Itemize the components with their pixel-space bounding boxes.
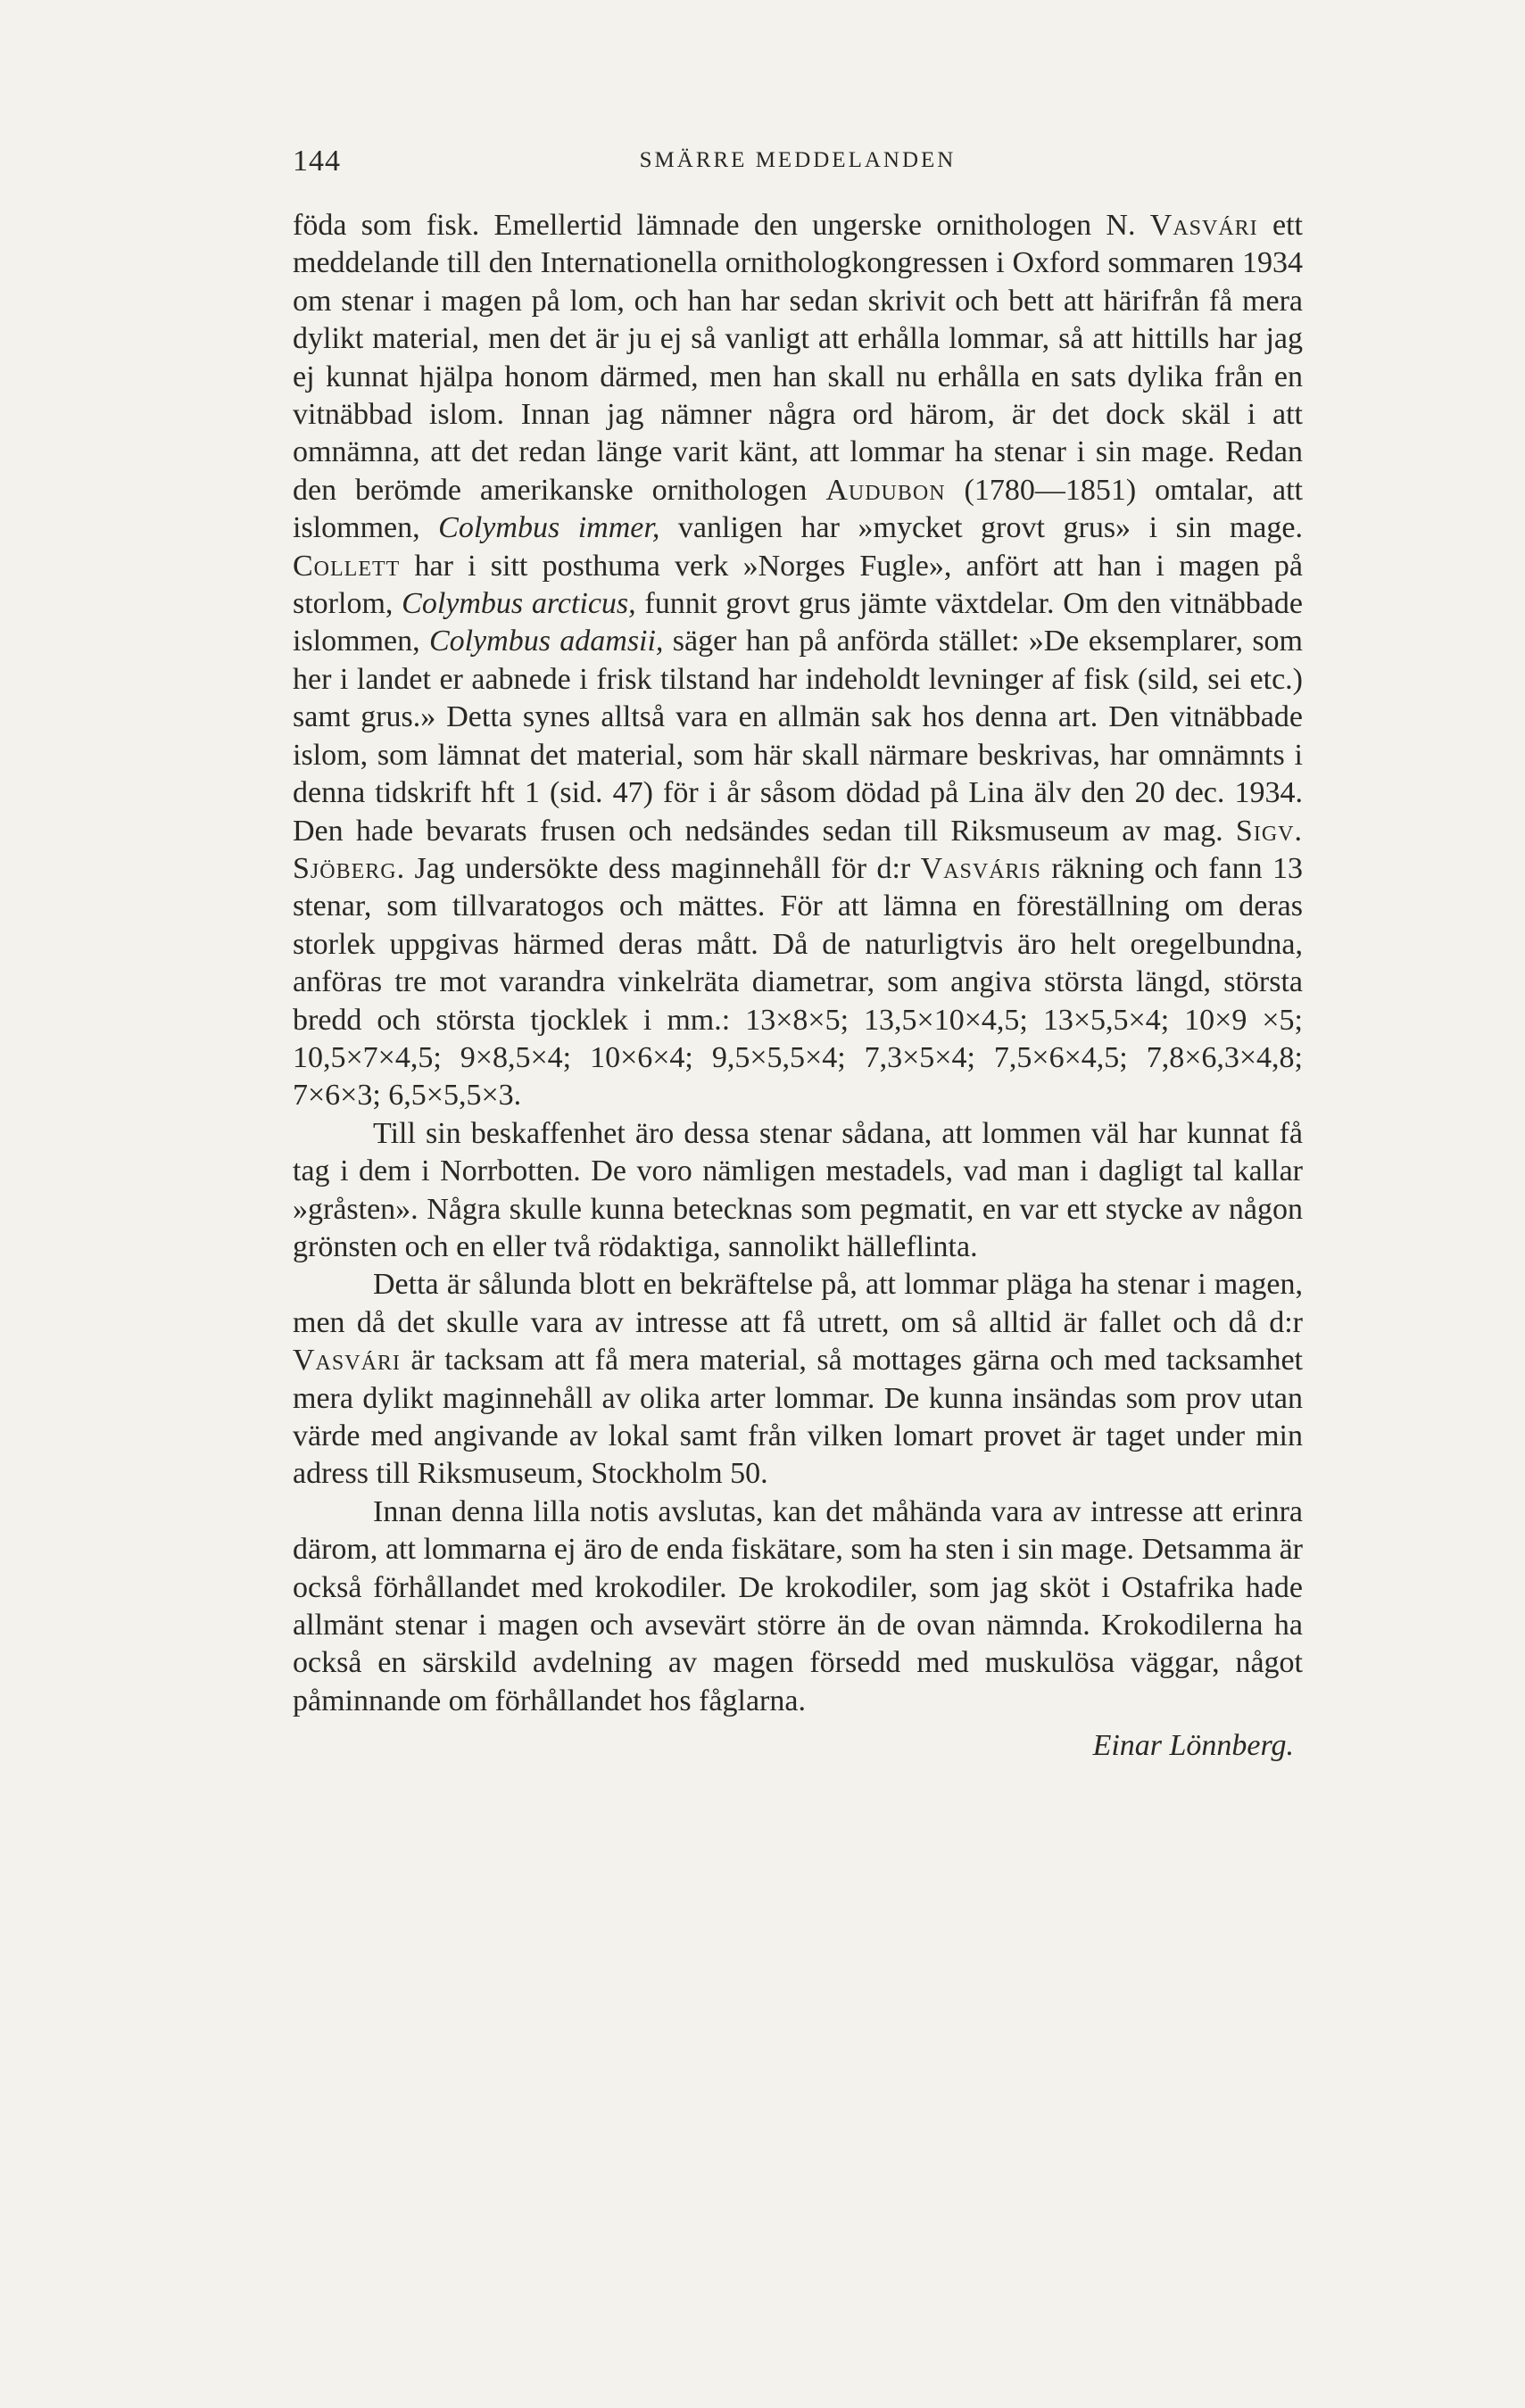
text-run: föda som fisk. Emellertid lämnade den ungerske ornithologen N.	[293, 209, 1150, 242]
text-run: har i sitt posthuma verk »Norges Fugle», anfört att han i magen på storlom,	[293, 549, 1303, 621]
species-name: Colymbus arcticus,	[402, 587, 636, 621]
page-number: 144	[293, 145, 341, 178]
author-name: Vasvári	[1149, 209, 1258, 242]
author-signature: Einar Lönnberg.	[1092, 1729, 1294, 1763]
author-name: Collett	[293, 549, 401, 583]
author-name: Audubon	[825, 473, 946, 507]
paragraph	[293, 1115, 1303, 1267]
author-name: Vasváris	[920, 851, 1041, 885]
text-run: ett meddelande till den Internationella ornithologkongressen i Oxford sommaren 1934 om stenar i magen på lom, och han har sedan skrivit och bett att härifrån få mera dylikt material, men det är ju ej så vanligt att erhålla lommar, så att hittills har jag ej kunnat hjälpa honom därmed, men han skall nu erhålla en sats dylika från en vitnäbbad islom. Innan jag nämner några ord härom, är det dock skäl i att omnämna, att det redan länge varit känt, att lommar ha stenar i sin mage. Redan den berömde amerikanske ornithologen	[293, 209, 1303, 507]
text-run: Till sin beskaffenhet äro dessa stenar sådana, att lommen väl har kunnat få tag i dem i Norrbotten. De voro nämligen mestadels, vad man i dagligt tal kallar »gråsten». Några skulle kunna betecknas som pegmatit, en var ett stycke av någon grönsten och en eller två rödaktiga, sannolikt hälleflinta.	[293, 1116, 1303, 1263]
paragraph	[293, 1266, 1303, 1493]
text-run: (1780—1851) omtalar, att islommen,	[293, 473, 1303, 545]
article-body	[293, 207, 1303, 1766]
text-run: vanligen har »mycket grovt grus» i sin mage.	[659, 511, 1303, 545]
running-head: SMÄRRE MEDDELANDEN	[639, 148, 957, 172]
text-run: . Jag undersökte dess maginnehåll för d:r	[396, 851, 921, 885]
text-run: funnit grovt grus jämte växtdelar. Om den vitnäbbade islommen,	[293, 587, 1303, 658]
text-run: säger han på anförda stället: »De eksemplarer, som her i landet er aabnede i frisk tilstand har indeholdt levninger af fisk (sild, sei etc.) samt grus.» Detta synes alltså vara en allmän sak hos denna art. Den vitnäbbade islom, som lämnat det material, som här skall närmare beskrivas, har omnämnts i denna tidskrift hft 1 (sid. 47) för i år såsom dödad på Lina älv den 20 dec. 1934. Den hade bevarats frusen och nedsändes sedan till Riksmuseum av mag.	[293, 625, 1303, 848]
text-run: Detta är sålunda blott en bekräftelse på, att lommar pläga ha stenar i magen, men då det skulle vara av intresse att få utrett, om så alltid är fallet och då d:r	[293, 1268, 1303, 1339]
species-name: Colymbus immer,	[438, 511, 660, 545]
text-run: är tacksam att få mera material, så mottages gärna och med tacksamhet mera dylikt maginnehåll av olika arter lommar. De kunna insändas som prov utan värde med angivande av lokal samt från vilken lomart provet är taget under min adress till Riksmuseum, Stockholm 50.	[293, 1344, 1303, 1491]
text-run: räkning och fann 13 stenar, som tillvaratogos och mättes. För att lämna en föreställning om deras storlek uppgivas härmed deras mått. Då de naturligtvis äro helt oregelbundna, anföras tre mot varandra vinkelräta diametrar, som angiva största längd, största bredd och största tjocklek i mm.: 13×8×5; 13,5×10×4,5; 13×5,5×4; 10×9 ×5; 10,5×7×4,5; 9×8,5×4; 10×6×4; 9,5×5,5×4; 7,3×5×4; 7,5×6×4,5; 7,8×6,3×4,8; 7×6×3; 6,5×5,5×3.	[293, 851, 1303, 1113]
paragraph-list	[293, 207, 1303, 1720]
paragraph	[293, 1494, 1303, 1720]
author-name: Vasvári	[293, 1344, 401, 1378]
paragraph	[293, 207, 1303, 1115]
author-name: Sigv. Sjöberg	[293, 814, 1303, 885]
page-header	[293, 145, 1303, 180]
species-name: Colymbus adamsii,	[428, 625, 664, 658]
text-run: Innan denna lilla notis avslutas, kan det måhända vara av intresse att erinra därom, att lommarna ej äro de enda fiskätare, som ha sten i sin mage. Detsamma är också förhållandet med krokodiler. De krokodiler, som jag sköt i Ostafrika hade allmänt stenar i magen och avsevärt större än de ovan nämnda. Krokodilerna ha också en särskild avdelning av magen försedd med muskulösa väggar, något påminnande om förhållandet hos fåglarna.	[293, 1494, 1303, 1717]
